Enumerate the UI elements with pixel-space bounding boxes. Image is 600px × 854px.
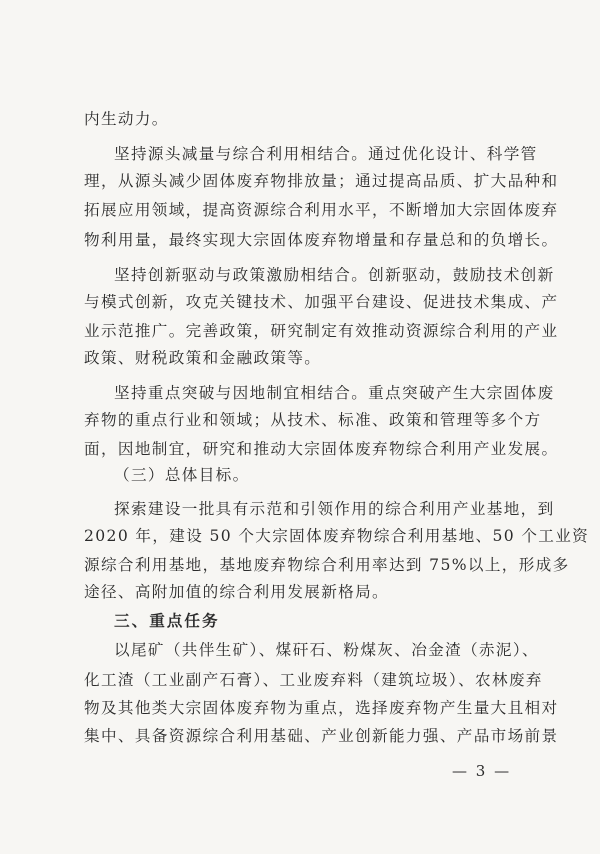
text-line: 业示范推广。完善政策，研究制定有效推动资源综合利用的产业 xyxy=(84,322,559,340)
paragraph-first-line: 坚持创新驱动与政策激励相结合。创新驱动，鼓励技术创新 xyxy=(114,266,555,284)
paragraph-first-line: 坚持源头减量与综合利用相结合。通过优化设计、科学管 xyxy=(114,145,538,163)
text-line: 源综合利用基地，基地废弃物综合利用率达到 75%以上，形成多 xyxy=(84,556,570,574)
text-line: 面，因地制宜，研究和推动大宗固体废弃物综合利用产业发展。 xyxy=(84,440,559,458)
text-line: 物利用量，最终实现大宗固体废弃物增量和存量总和的负增长。 xyxy=(84,231,559,249)
section-subheading: （三）总体目标。 xyxy=(114,466,250,484)
text-line: 理，从源头减少固体废弃物排放量；通过提高品质、扩大品种和 xyxy=(84,172,559,190)
text-line: 弃物的重点行业和领域；从技术、标准、政策和管理等多个方 xyxy=(84,411,542,429)
paragraph-first-line: 以尾矿（共伴生矿）、煤矸石、粉煤灰、冶金渣（赤泥）、 xyxy=(114,641,539,659)
section-heading: 三、重点任务 xyxy=(114,612,220,630)
text-line: 途径、高附加值的综合利用发展新格局。 xyxy=(84,583,389,601)
text-line: 物及其他类大宗固体废弃物为重点，选择废弃物产生量大且相对 xyxy=(84,699,559,717)
text-line: 拓展应用领域，提高资源综合利用水平，不断增加大宗固体废弃 xyxy=(84,201,559,219)
text-line: 2020 年，建设 50 个大宗固体废弃物综合利用基地、50 个工业资 xyxy=(84,527,590,545)
paragraph-first-line: 探索建设一批具有示范和引领作用的综合利用产业基地，到 xyxy=(114,500,555,518)
text-line: 政策、财税政策和金融政策等。 xyxy=(84,349,322,367)
paragraph-first-line: 坚持重点突破与因地制宜相结合。重点突破产生大宗固体废 xyxy=(114,384,555,402)
page-number: — 3 — xyxy=(452,762,512,780)
text-line: 内生动力。 xyxy=(84,110,169,128)
text-line: 化工渣（工业副产石膏）、工业废弃料（建筑垃圾）、农林废弃 xyxy=(84,671,543,689)
text-line: 与模式创新，攻克关键技术、加强平台建设、促进技术集成、产 xyxy=(84,293,559,311)
text-line: 集中、具备资源综合利用基础、产业创新能力强、产品市场前景 xyxy=(84,727,559,745)
